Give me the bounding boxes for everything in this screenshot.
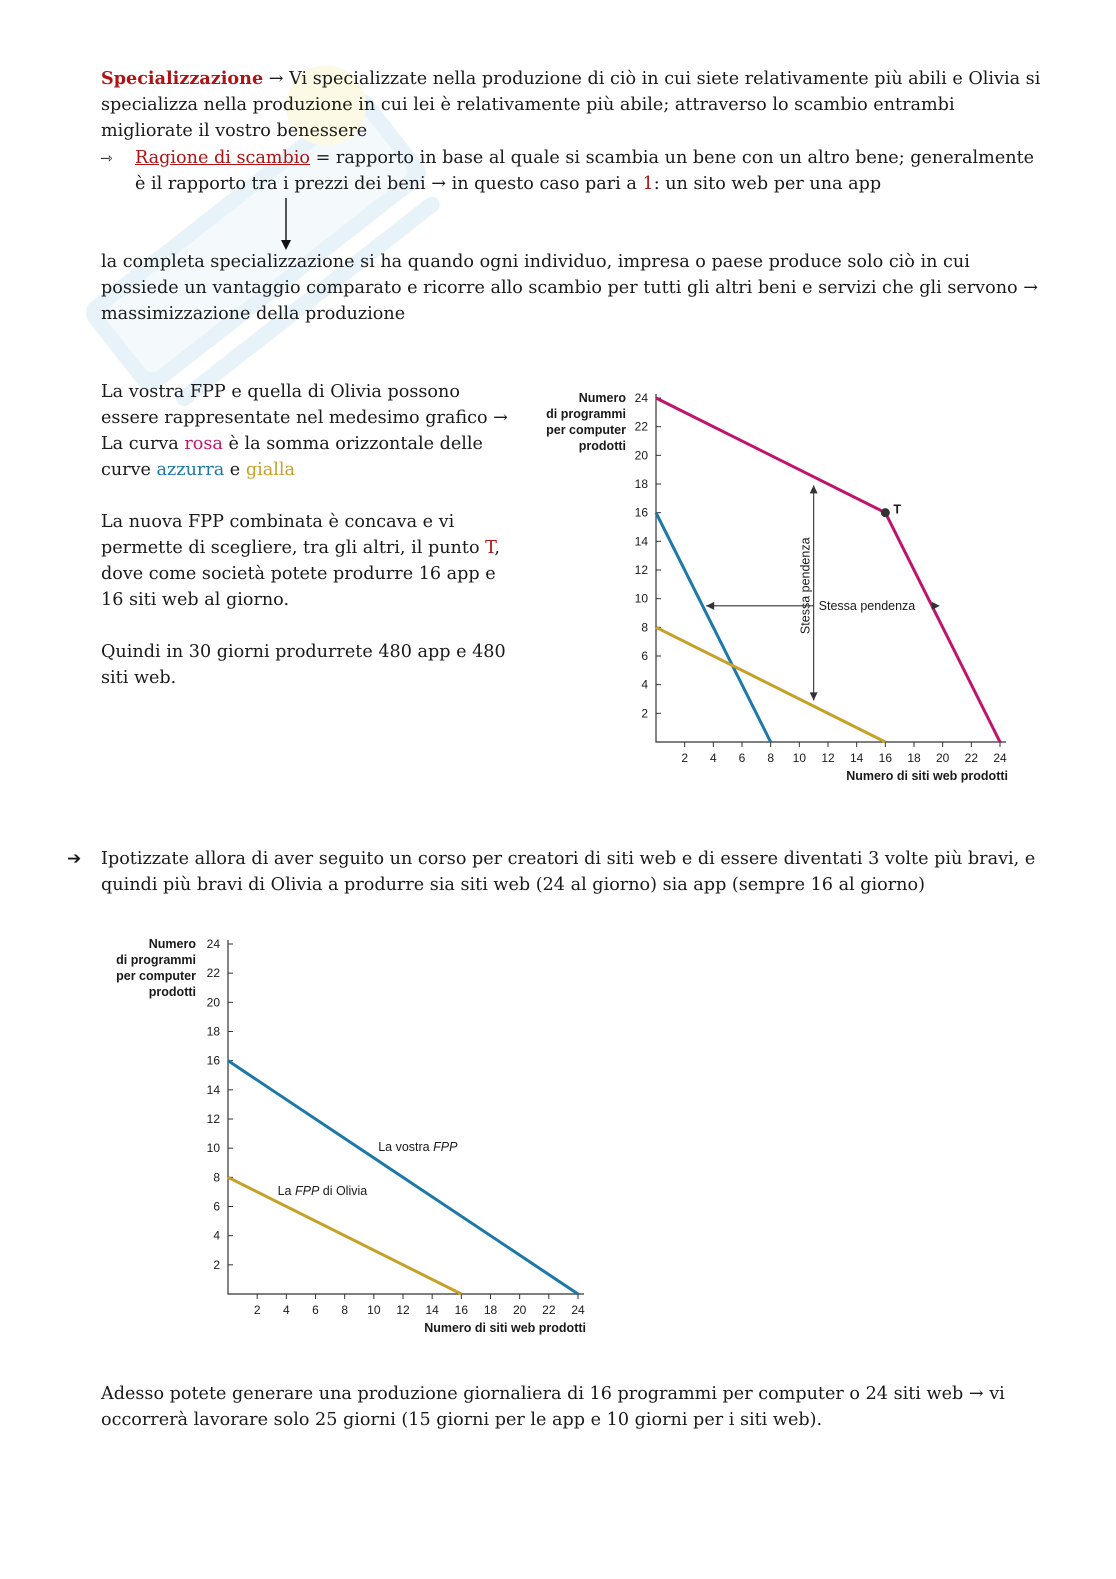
horizontal-arrow-head-left [706, 602, 714, 610]
x-tick-label: 16 [878, 751, 893, 765]
arrow-icon: → [268, 69, 284, 89]
horizontal-annotation: Stessa pendenza [818, 598, 916, 613]
label-la-vostra-fpp: La vostra FPP [378, 1140, 458, 1155]
x-tick-label: 24 [571, 1303, 585, 1317]
x-tick-label: 16 [454, 1303, 469, 1317]
ratio-value: 1 [642, 174, 654, 194]
p1-b: è la somma orizzontale delle curve [101, 434, 483, 480]
y-tick-label: 22 [206, 966, 220, 981]
x-tick-label: 10 [367, 1303, 381, 1317]
y-tick-label: 22 [634, 419, 648, 434]
y-tick-label: 10 [634, 591, 648, 606]
fpp-paragraph-1 [101, 379, 516, 483]
y-tick-label: 14 [634, 534, 648, 549]
x-tick-label: 2 [681, 751, 689, 765]
axis-lines [228, 940, 584, 1294]
word-gialla: gialla [245, 460, 295, 480]
y-tick-label: 6 [641, 649, 648, 663]
chart-individual-fpp [104, 930, 604, 1340]
y-axis-label: Numero [148, 937, 196, 951]
specializzazione-text: Vi specializzate nella produzione di ciò in cui siete relativamente più abili e Olivia si specializza nella produzione in cui lei è relativamente più abile; attraverso lo scambio entrambi migliorate il vostro benessere [101, 69, 1041, 141]
corso-text: Ipotizzate allora di aver seguito un corso per creatori di siti web e di essere diventati 3 volte più bravi, e quindi più bravi di Olivia a produrre sia siti web (24 al giorno) sia app (sempre 16 al giorno) [101, 849, 1036, 895]
x-tick-label: 12 [821, 751, 835, 765]
y-tick-label: 12 [206, 1112, 220, 1126]
specializzazione-heading: Specializzazione [101, 68, 264, 89]
specializzazione-paragraph [101, 66, 1041, 144]
y-tick-label: 14 [206, 1082, 220, 1097]
y-axis-label: di programmi [116, 953, 196, 967]
y-tick-label: 20 [634, 448, 648, 463]
y-axis-label: Numero [578, 391, 626, 405]
x-tick-label: 6 [312, 1303, 319, 1317]
x-tick-label: 18 [483, 1303, 498, 1317]
y-tick-label: 16 [206, 1053, 220, 1068]
p1-a: La vostra FPP e quella di Olivia possono essere rappresentate nel medesimo grafico → La curva [101, 382, 508, 454]
x-axis-label: Numero di siti web prodotti [424, 1321, 586, 1335]
x-tick-label: 22 [964, 751, 979, 765]
axis-lines [656, 394, 1006, 742]
point-t-label: T [893, 502, 901, 517]
x-tick-label: 14 [425, 1303, 439, 1317]
y-tick-label: 10 [206, 1141, 220, 1156]
y-tick-label: 2 [213, 1257, 220, 1272]
y-tick-label: 24 [206, 937, 220, 951]
x-tick-label: 18 [907, 751, 921, 765]
ragione-di-scambio-bullet [101, 145, 1041, 197]
y-tick-label: 24 [634, 391, 648, 405]
y-axis-label: prodotti [578, 439, 626, 453]
x-tick-label: 14 [849, 751, 864, 765]
word-azzurra: azzurra [156, 460, 225, 480]
x-tick-label: 8 [767, 751, 775, 765]
y-tick-label: 12 [634, 563, 648, 577]
vertical-annotation: Stessa pendenza [798, 537, 813, 635]
y-tick-label: 8 [213, 1170, 220, 1185]
p1-c: e [224, 460, 246, 480]
x-tick-label: 4 [709, 751, 717, 765]
bullet-arrow-icon: ⇾ [100, 149, 113, 167]
ragione-def-a: = rapporto in base al quale si scambia un bene con un altro bene; generalmente è il rapporto tra i prezzi dei beni → in questo caso pari a [135, 148, 1035, 194]
series-line-blue [656, 513, 771, 742]
x-axis-label: Numero di siti web prodotti [846, 769, 1008, 783]
down-arrow-icon [276, 198, 296, 252]
y-tick-label: 2 [641, 706, 648, 721]
y-axis-label: prodotti [148, 985, 196, 999]
y-tick-label: 20 [206, 995, 220, 1010]
conclusione-paragraph: Adesso potete generare una produzione giornaliera di 16 programmi per computer o 24 siti web → vi occorrerà lavorare solo 25 giorni (15 giorni per le app e 10 giorni per i siti web). [101, 1384, 1005, 1430]
y-tick-label: 18 [206, 1024, 220, 1039]
y-tick-label: 4 [641, 677, 648, 692]
fpp-paragraph-3: Quindi in 30 giorni produrrete 480 app e 480 siti web. [101, 642, 506, 688]
x-tick-label: 20 [512, 1303, 527, 1317]
ragione-di-scambio-term[interactable]: Ragione di scambio [135, 148, 310, 168]
p2-b: , dove come società potete produrre 16 app e 16 siti web al giorno. [101, 538, 500, 610]
y-tick-label: 8 [641, 620, 648, 635]
series-line-blue [228, 1061, 578, 1294]
bold-arrow-icon: ➔ [67, 849, 82, 869]
y-axis-label: per computer [546, 423, 626, 437]
chart-combined-fpp [536, 382, 1026, 792]
y-axis-label: per computer [116, 969, 196, 983]
series-line-pink [656, 398, 1000, 742]
x-tick-label: 4 [282, 1303, 290, 1317]
completa-specializzazione-paragraph: la completa specializzazione si ha quando ogni individuo, impresa o paese produce solo ciò in cui possiede un vantaggio comparato e ricorre allo scambio per tutti gli altri beni e servizi che gli servono → massimizzazione della produzione [101, 252, 1038, 324]
horizontal-arrow-head-right [932, 602, 940, 610]
fpp-paragraph-2 [101, 509, 516, 613]
x-tick-label: 6 [738, 751, 746, 765]
y-tick-label: 4 [213, 1228, 220, 1243]
p2-a: La nuova FPP combinata è concava e vi permette di scegliere, tra gli altri, il punto [101, 512, 486, 558]
x-tick-label: 10 [792, 751, 807, 765]
ragione-def-b: : un sito web per una app [653, 174, 882, 194]
corso-bullet [67, 846, 1041, 898]
x-tick-label: 24 [993, 751, 1007, 765]
y-tick-label: 18 [634, 477, 648, 491]
y-axis-label: di programmi [546, 407, 626, 421]
x-tick-label: 8 [341, 1303, 349, 1317]
vertical-arrow-head-up [810, 485, 818, 493]
point-t-marker [881, 508, 890, 517]
vertical-arrow-head-down [810, 692, 818, 700]
x-tick-label: 20 [935, 751, 950, 765]
label-la-fpp-di-olivia: La FPP di Olivia [277, 1183, 368, 1198]
fpp-combined-text [101, 379, 516, 691]
y-tick-label: 16 [634, 505, 648, 520]
point-t-ref: T [485, 538, 495, 558]
x-tick-label: 22 [542, 1303, 556, 1317]
series-line-yellow [656, 627, 885, 742]
y-tick-label: 6 [213, 1199, 220, 1214]
word-rosa: rosa [184, 434, 223, 454]
x-tick-label: 12 [396, 1303, 410, 1317]
x-tick-label: 2 [253, 1303, 261, 1317]
